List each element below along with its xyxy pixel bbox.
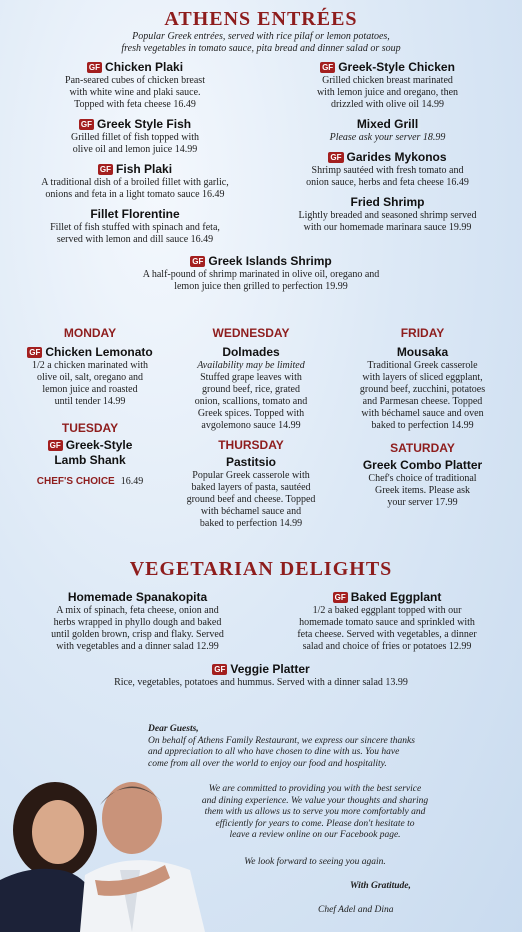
special-friday: FRIDAY Mousaka Traditional Greek casserole with layers of sliced eggplant, ground beef, zucchini, potatoes and Parmesan cheese. Topped with béchamel sauce and oven baked to perfection 14.99 — [359, 326, 486, 431]
guest-letter-commitment: We are committed to providing you with the best service and dining experience. We value your thoughts and sharing them with us allows us to serve you more comfortably and efficiently for years to come. Please don't hesitate to leave a review online on our Facebook page. — [201, 784, 429, 840]
item-baked-eggplant: GF Baked Eggplant 1/2 a baked eggplant topped with our homemade tomato sauce and sprinkled with feta cheese. Served with vegetables, a dinner salad and choice of fries or potatoes 12.99 — [297, 590, 477, 652]
item-veggie-platter: GF Veggie Platter Rice, vegetables, potatoes and hummus. Served with a dinner salad 13.99 — [114, 662, 408, 688]
gluten-free-icon: GF — [49, 441, 61, 450]
item-greek-style-fish: GF Greek Style Fish Grilled fillet of fish topped with olive oil and lemon juice 14.99 — [70, 117, 200, 155]
special-wednesday: WEDNESDAY Dolmades Availability may be limited Stuffed grape leaves with ground beef, rice, grated onion, scallions, tomato and Greek spices. Topped with avgolemono sauce 14.99 — [194, 326, 308, 431]
gluten-free-icon: GF — [334, 593, 346, 602]
special-saturday: SATURDAY Greek Combo Platter Chef's choice of traditional Greek items. Please ask your server 17.99 — [362, 441, 483, 508]
entrees-title: ATHENS ENTRÉES — [164, 8, 358, 30]
gluten-free-icon: GF — [29, 348, 41, 357]
item-fillet-florentine: Fillet Florentine Fillet of fish stuffed with spinach and feta, served with lemon and dill sauce 16.49 — [50, 207, 220, 245]
item-spanakopita: Homemade Spanakopita A mix of spinach, feta cheese, onion and herbs wrapped in phyllo dough and baked until golden brown, crisp and flaky. Served with vegetables and a dinner salad 12.99 — [51, 590, 224, 652]
special-thursday: THURSDAY Pastitsio Popular Greek casserole with baked layers of pasta, sautéed ground beef and cheese. Topped with béchamel sauce and baked to perfection 14.99 — [186, 438, 316, 529]
gluten-free-icon: GF — [88, 63, 101, 72]
item-garides-mykonos: GF Garides Mykonos Shrimp sautéed with fresh tomato and onion sauce, herbs and feta cheese 16.49 — [306, 150, 469, 188]
guest-letter-signature: Chef Adel and Dina — [318, 905, 394, 915]
gluten-free-icon: GF — [330, 153, 342, 162]
special-tuesday: TUESDAY GF Greek-Style Lamb Shank CHEF'S CHOICE 16.49 — [36, 421, 144, 487]
item-greek-style-chicken: GF Greek-Style Chicken Grilled chicken breast marinated with lemon juice and oregano, then drizzled with olive oil 14.99 — [316, 60, 459, 110]
gluten-free-icon: GF — [192, 257, 204, 266]
item-mixed-grill: Mixed Grill Please ask your server 18.99 — [329, 117, 446, 143]
special-monday: MONDAY GF Chicken Lemonato 1/2 a chicken marinated with olive oil, salt, oregano and lemon juice and roasted until tender 14.99 — [29, 326, 153, 407]
vegetarian-title: VEGETARIAN DELIGHTS — [129, 558, 393, 580]
guest-letter-closing-line: We look forward to seeing you again. — [244, 857, 386, 867]
item-fish-plaki: GF Fish Plaki A traditional dish of a broiled fillet with garlic, onions and feta in a light tomato sauce 16.49 — [41, 162, 229, 200]
guest-letter-closing: With Gratitude, — [350, 881, 411, 891]
item-greek-islands-shrimp: GF Greek Islands Shrimp A half-pound of shrimp marinated in olive oil, oregano and lemon juice then grilled to perfection 19.99 — [142, 254, 380, 292]
item-chicken-plaki: GF Chicken Plaki Pan-seared cubes of chicken breast with white wine and plaki sauce. Topped with feta cheese 16.49 — [65, 60, 205, 110]
entrees-intro: Popular Greek entrées, served with rice pilaf or lemon potatoes, fresh vegetables in tomato sauce, pita bread and dinner salad or soup — [121, 31, 401, 54]
gluten-free-icon: GF — [80, 120, 93, 129]
guest-letter: Dear Guests, On behalf of Athens Family Restaurant, we express our sincere thanks and appreciation to all who have chosen to dine with us. You have come from all over the world to enjoy our food and hospitality. — [148, 724, 415, 769]
item-fried-shrimp: Fried Shrimp Lightly breaded and seasoned shrimp served with our homemade marinara sauce 19.99 — [298, 195, 477, 233]
gluten-free-icon: GF — [99, 165, 112, 174]
gluten-free-icon: GF — [322, 63, 334, 72]
gluten-free-icon: GF — [214, 665, 226, 674]
